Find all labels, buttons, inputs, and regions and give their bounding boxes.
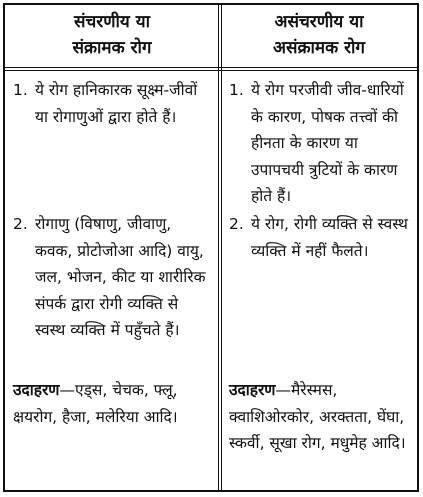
communicable-point-1 [5, 77, 219, 130]
header-communicable-line2: संक्रामक रोग [72, 38, 152, 58]
example-text: —एड्स, चेचक, फ्लू, क्षयरोग, हैजा, मलेरिया आदि। [13, 381, 178, 426]
point-text: ये रोग हानिकारक सूक्ष्म-जीवों या रोगाणुओं द्वारा होते हैं। [35, 81, 198, 126]
header-non-communicable-line1: असंचरणीय या [274, 12, 364, 32]
communicable-examples [5, 377, 219, 430]
point-number: 2. [13, 215, 28, 233]
non-communicable-point-1 [221, 77, 417, 210]
point-number: 2. [229, 215, 244, 233]
column-non-communicable [221, 5, 417, 490]
point-number: 1. [229, 81, 244, 99]
column-communicable [5, 5, 219, 490]
header-non-communicable-line2: असंक्रामक रोग [272, 38, 365, 58]
point-text: रोगाणु (विषाणु, जीवाणु, कवक, प्रोटोजोआ आदि) वायु, जल, भोजन, कीट या शारीरिक संपर्क द्वारा रोगी व्यक्ति से स्वस्थ व्यक्ति में पहुँचते हैं। [35, 215, 206, 339]
comparison-table [3, 3, 419, 492]
header-non-communicable [221, 9, 417, 65]
point-text: ये रोग परजीवी जीव-धारियों के कारण, पोषक तत्त्वों की हीनता के कारण या उपापचयी त्रुटियों के कारण होते हैं। [251, 81, 404, 205]
point-number: 1. [13, 81, 28, 99]
point-text: ये रोग, रोगी व्यक्ति से स्वस्थ व्यक्ति में नहीं फैलते। [251, 215, 408, 260]
header-rule [5, 67, 417, 71]
example-label: उदाहरण [229, 381, 276, 399]
non-communicable-examples [221, 377, 417, 457]
communicable-point-2 [5, 211, 219, 344]
example-label: उदाहरण [13, 381, 60, 399]
header-communicable-line1: संचरणीय या [74, 12, 150, 32]
non-communicable-point-2 [221, 211, 417, 264]
example-text: —मैरेस्मस, क्वाशिओरकोर, अरक्तता, घेंघा, स्कर्वी, सूखा रोग, मधुमेह आदि। [229, 381, 406, 452]
header-communicable [5, 9, 219, 65]
